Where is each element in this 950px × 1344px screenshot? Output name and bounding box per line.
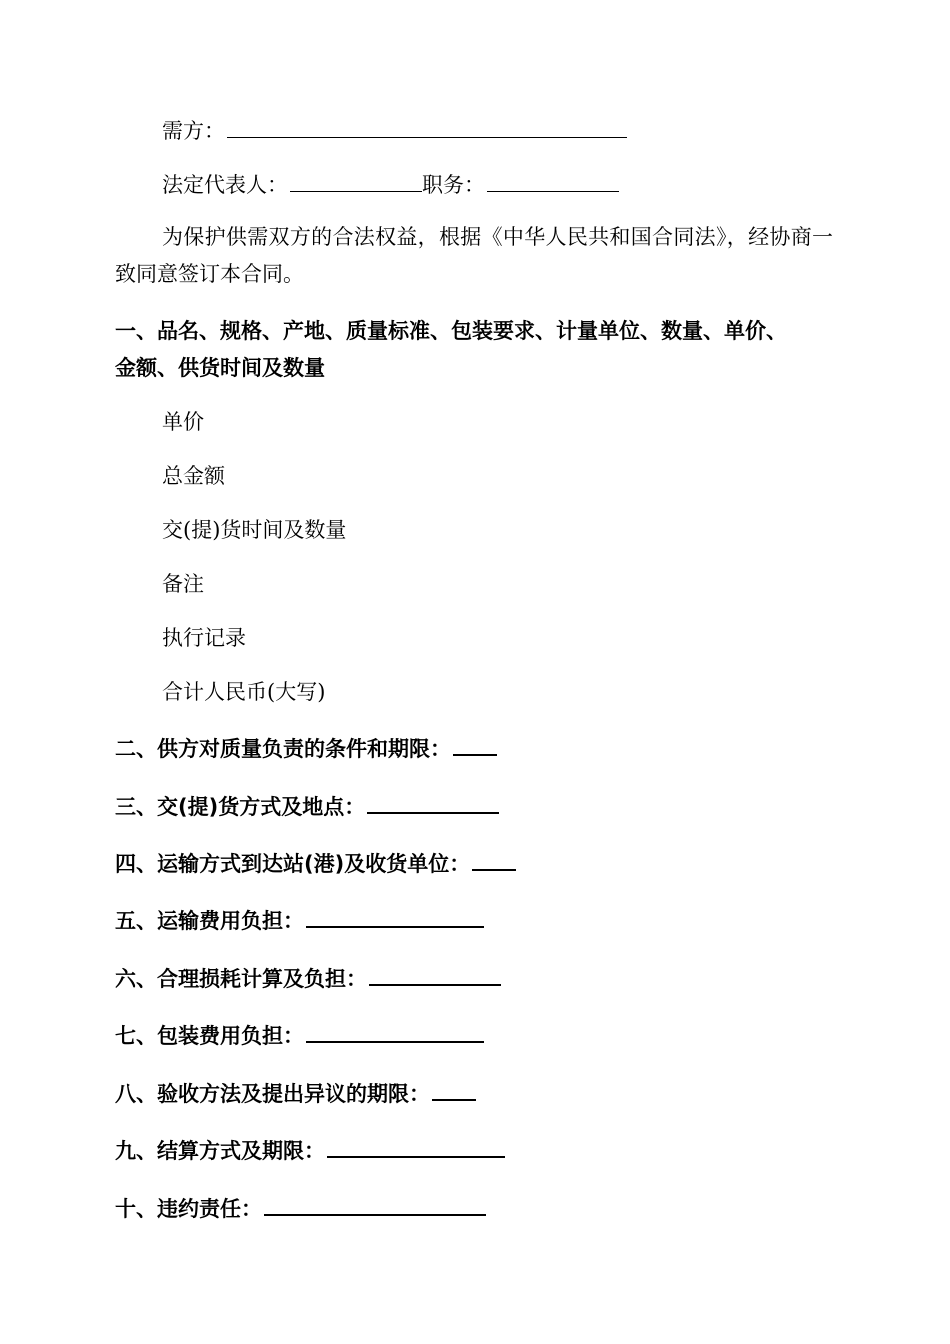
section1-item: 总金额 [162, 464, 225, 488]
clause-label: 九、结算方式及期限： [115, 1139, 325, 1163]
clause-line [0, 1192, 950, 1224]
buyer-label: 需方： [162, 119, 225, 143]
clause-label: 六、合理损耗计算及负担： [115, 967, 367, 991]
clause-blank[interactable] [327, 1134, 505, 1158]
section1-item: 交(提)货时间及数量 [162, 518, 347, 542]
position-label: 职务： [422, 173, 485, 197]
section1-item: 合计人民币(大写) [162, 680, 326, 704]
clause-label: 十、违约责任： [115, 1197, 262, 1221]
legal-rep-line [0, 169, 950, 200]
clause-blank[interactable] [264, 1192, 486, 1216]
clause-line [0, 1019, 950, 1051]
clause-blank[interactable] [472, 847, 516, 871]
clause-blank[interactable] [432, 1077, 476, 1101]
clause-line [0, 904, 950, 936]
clause-blank[interactable] [369, 962, 501, 986]
section1-item: 备注 [162, 572, 204, 596]
clause-line [0, 732, 950, 764]
clause-label: 四、运输方式到达站(港)及收货单位： [115, 852, 471, 876]
clause-line [0, 1134, 950, 1166]
preamble-paragraph: 为保护供需双方的合法权益，根据《中华人民共和国合同法》，经协商一致同意签订本合同。 [115, 225, 833, 286]
clause-label: 三、交(提)货方式及地点： [115, 795, 366, 819]
clause-blank[interactable] [367, 790, 499, 814]
clause-line [0, 790, 950, 822]
clause-line [0, 1077, 950, 1109]
legal-rep-label: 法定代表人： [162, 173, 288, 197]
section1-title-line1: 一、品名、规格、产地、质量标准、包装要求、计量单位、数量、单价、 [115, 319, 787, 343]
section1-item: 单价 [162, 410, 204, 434]
clause-blank[interactable] [306, 1019, 484, 1043]
clause-label: 二、供方对质量负责的条件和期限： [115, 737, 451, 761]
clause-label: 七、包装费用负担： [115, 1024, 304, 1048]
position-blank[interactable] [487, 169, 619, 192]
clause-blank[interactable] [453, 732, 497, 756]
legal-rep-blank[interactable] [290, 169, 422, 192]
section1-title-line2: 金额、供货时间及数量 [115, 356, 325, 380]
clause-line [0, 962, 950, 994]
clause-line [0, 847, 950, 879]
buyer-line [0, 115, 950, 146]
section1-item: 执行记录 [162, 626, 246, 650]
clause-blank[interactable] [306, 904, 484, 928]
clause-label: 五、运输费用负担： [115, 909, 304, 933]
clause-label: 八、验收方法及提出异议的期限： [115, 1082, 430, 1106]
buyer-blank[interactable] [227, 115, 627, 138]
